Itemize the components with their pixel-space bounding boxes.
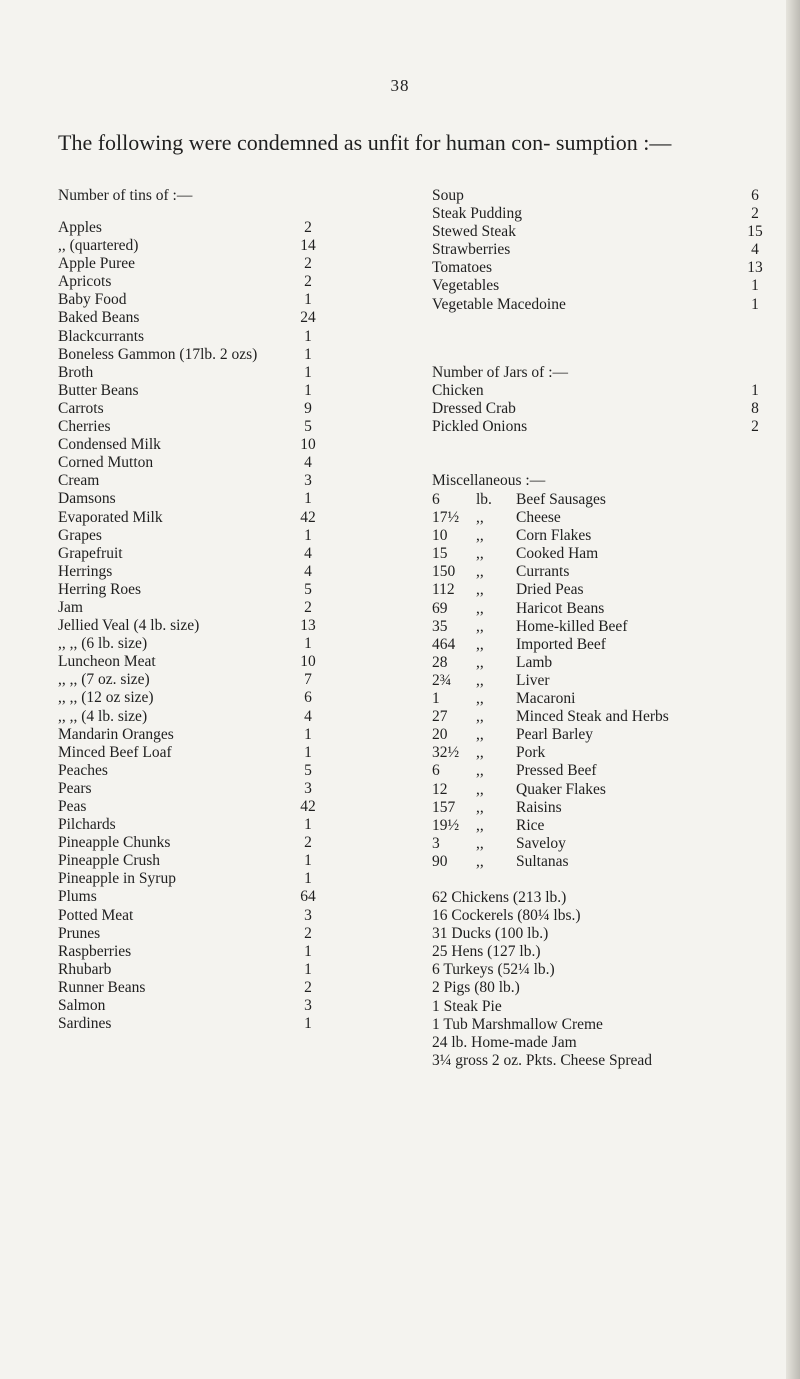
list-item	[58, 418, 408, 436]
item-count: 2	[304, 598, 312, 616]
item-quantity: 15	[432, 545, 448, 563]
item-count: 2	[751, 205, 759, 223]
list-item	[58, 780, 408, 798]
item-count: 5	[304, 418, 312, 436]
item-name: Vegetables	[432, 277, 500, 295]
item-name: Lamb	[516, 653, 553, 671]
page-number: 38	[390, 76, 410, 95]
item-name: Herring Roes	[58, 580, 142, 598]
item-name: ,, ,, (6 lb. size)	[58, 635, 148, 653]
item-name: Peaches	[58, 761, 108, 779]
item-name: Potted Meat	[58, 906, 134, 924]
list-item	[432, 636, 792, 654]
list-item	[432, 527, 792, 545]
item-text: 2 Pigs (80 lb.)	[432, 979, 520, 997]
item-name: Cheese	[516, 509, 561, 527]
item-name: Raisins	[516, 798, 562, 816]
list-item	[58, 653, 408, 671]
list-item	[432, 509, 792, 527]
item-quantity: 1	[432, 690, 440, 708]
list-item	[58, 925, 408, 943]
item-unit: ,,	[476, 726, 484, 744]
item-name: Pears	[58, 779, 92, 797]
item-text: 24 lb. Home-made Jam	[432, 1033, 577, 1051]
item-name: Grapes	[58, 526, 102, 544]
list-item	[432, 400, 762, 418]
item-name: Baked Beans	[58, 309, 140, 327]
list-item	[58, 726, 408, 744]
item-unit: ,,	[476, 762, 484, 780]
item-quantity: 150	[432, 563, 456, 581]
item-name: Jam	[58, 598, 83, 616]
item-name: Carrots	[58, 399, 104, 417]
item-count: 3	[304, 906, 312, 924]
list-item	[58, 834, 408, 852]
list-item	[58, 291, 408, 309]
list-item	[432, 205, 762, 223]
item-count: 4	[304, 544, 312, 562]
list-item	[58, 852, 408, 870]
item-name: Dressed Crab	[432, 400, 516, 418]
item-name: ,, ,, (4 lb. size)	[58, 707, 148, 725]
item-name: ,, (quartered)	[58, 237, 139, 255]
item-count: 1	[304, 870, 312, 888]
item-quantity: 2¾	[432, 671, 452, 689]
item-name: Condensed Milk	[58, 436, 161, 454]
item-count: 24	[300, 309, 316, 327]
item-quantity: 10	[432, 527, 448, 545]
misc-weight-list	[432, 491, 792, 871]
item-quantity: 27	[432, 708, 448, 726]
list-item	[432, 799, 792, 817]
item-count: 10	[300, 653, 316, 671]
item-name: Imported Beef	[516, 635, 606, 653]
list-item	[432, 600, 792, 618]
list-item	[58, 581, 408, 599]
item-name: Luncheon Meat	[58, 653, 156, 671]
item-name: Damsons	[58, 490, 116, 508]
list-item	[432, 726, 792, 744]
item-name: Minced Beef Loaf	[58, 743, 172, 761]
item-count: 2	[304, 273, 312, 291]
item-text: 1 Steak Pie	[432, 997, 502, 1015]
item-name: Rice	[516, 816, 545, 834]
list-item	[432, 744, 792, 762]
item-quantity: 35	[432, 617, 448, 635]
item-quantity: 6	[432, 762, 440, 780]
item-unit: ,,	[476, 545, 484, 563]
item-name: Boneless Gammon (17lb. 2 ozs)	[58, 345, 258, 363]
list-item	[58, 219, 408, 237]
item-count: 1	[304, 490, 312, 508]
item-count: 2	[304, 924, 312, 942]
list-item	[432, 943, 792, 961]
item-name: Salmon	[58, 997, 106, 1015]
item-name: Rhubarb	[58, 960, 112, 978]
list-item	[432, 491, 792, 509]
item-unit: ,,	[476, 509, 484, 527]
item-count: 1	[304, 1015, 312, 1033]
item-name: Pickled Onions	[432, 418, 528, 436]
item-quantity: 20	[432, 726, 448, 744]
list-item	[432, 690, 792, 708]
item-name: Sardines	[58, 1015, 112, 1033]
intro-paragraph: The following were condemned as unfit for human con- sumption :—	[58, 130, 672, 155]
item-name: Apple Puree	[58, 255, 136, 273]
item-name: Butter Beans	[58, 381, 139, 399]
item-name: Plums	[58, 888, 97, 906]
list-item	[432, 907, 792, 925]
item-count: 1	[304, 635, 312, 653]
item-count: 42	[300, 508, 316, 526]
item-name: Raspberries	[58, 942, 132, 960]
item-quantity: 19½	[432, 816, 460, 834]
list-item	[58, 527, 408, 545]
item-quantity: 32½	[432, 744, 460, 762]
item-count: 14	[300, 237, 316, 255]
list-item	[58, 943, 408, 961]
list-item	[58, 617, 408, 635]
list-item	[432, 961, 792, 979]
item-unit: ,,	[476, 599, 484, 617]
item-count: 3	[304, 779, 312, 797]
item-name: Quaker Flakes	[516, 780, 606, 798]
item-count: 1	[304, 942, 312, 960]
item-count: 13	[747, 259, 763, 277]
item-text: 16 Cockerels (80¼ lbs.)	[432, 907, 581, 925]
item-unit: ,,	[476, 852, 484, 870]
item-name: Jellied Veal (4 lb. size)	[58, 617, 200, 635]
item-count: 5	[304, 761, 312, 779]
list-item	[432, 187, 762, 205]
item-quantity: 3	[432, 834, 440, 852]
item-unit: ,,	[476, 527, 484, 545]
item-unit: ,,	[476, 653, 484, 671]
item-unit: ,,	[476, 834, 484, 852]
item-name: Chicken	[432, 382, 484, 399]
item-count: 10	[300, 436, 316, 454]
list-item	[58, 382, 408, 400]
tins-continued-list	[432, 187, 762, 314]
list-item	[58, 635, 408, 653]
item-name: Steak Pudding	[432, 205, 522, 223]
item-text: 31 Ducks (100 lb.)	[432, 925, 549, 943]
list-item	[58, 472, 408, 490]
item-name: Herrings	[58, 562, 113, 580]
item-name: Baby Food	[58, 291, 127, 309]
item-count: 1	[304, 381, 312, 399]
item-count: 64	[300, 888, 316, 906]
list-item	[58, 255, 408, 273]
item-count: 4	[304, 454, 312, 472]
item-name: ,, ,, (12 oz size)	[58, 689, 154, 707]
list-item	[432, 418, 762, 436]
list-item	[58, 671, 408, 689]
item-count: 2	[751, 418, 759, 436]
item-count: 1	[304, 743, 312, 761]
list-item	[432, 618, 792, 636]
item-count: 6	[304, 689, 312, 707]
list-item	[432, 241, 762, 259]
list-item	[432, 853, 792, 871]
list-item	[432, 1016, 792, 1034]
item-count: 2	[304, 834, 312, 852]
list-item	[432, 277, 762, 295]
item-text: 6 Turkeys (52¼ lb.)	[432, 961, 555, 979]
item-name: Haricot Beans	[516, 599, 605, 617]
item-name: Vegetable Macedoine	[432, 295, 566, 313]
list-item	[432, 223, 762, 241]
item-count: 1	[304, 327, 312, 345]
list-item	[432, 979, 792, 997]
list-item	[58, 490, 408, 508]
item-name: Currants	[516, 563, 570, 581]
item-text: 3¼ gross 2 oz. Pkts. Cheese Spread	[432, 1051, 652, 1069]
list-item	[58, 907, 408, 925]
item-name: Minced Steak and Herbs	[516, 708, 669, 726]
item-name: Broth	[58, 363, 94, 381]
item-count: 1	[304, 526, 312, 544]
list-item	[432, 762, 792, 780]
list-item	[432, 296, 762, 314]
list-item	[58, 870, 408, 888]
list-item	[58, 997, 408, 1015]
item-name: Corn Flakes	[516, 527, 592, 545]
item-name: Blackcurrants	[58, 327, 145, 345]
item-name: Corned Mutton	[58, 454, 154, 472]
item-count: 15	[747, 223, 763, 241]
item-count: 1	[751, 295, 759, 313]
item-name: Liver	[516, 671, 550, 689]
item-name: Evaporated Milk	[58, 508, 163, 526]
item-name: Sultanas	[516, 852, 569, 870]
item-quantity: 90	[432, 852, 448, 870]
jars-list	[432, 382, 762, 436]
item-unit: ,,	[476, 635, 484, 653]
item-count: 1	[304, 363, 312, 381]
item-count: 7	[304, 671, 312, 689]
item-quantity: 6	[432, 491, 440, 508]
item-name: Beef Sausages	[516, 491, 606, 508]
list-item	[58, 599, 408, 617]
item-unit: ,,	[476, 708, 484, 726]
item-count: 5	[304, 580, 312, 598]
list-item	[432, 781, 792, 799]
item-name: Tomatoes	[432, 259, 493, 277]
item-count: 2	[304, 255, 312, 273]
item-count: 1	[304, 852, 312, 870]
item-text: 1 Tub Marshmallow Creme	[432, 1015, 603, 1033]
item-name: Pearl Barley	[516, 726, 594, 744]
list-item	[58, 328, 408, 346]
list-item	[58, 798, 408, 816]
tins-list	[58, 219, 408, 1033]
list-item	[432, 708, 792, 726]
list-item	[432, 382, 762, 400]
item-count: 8	[751, 400, 759, 418]
misc-heading: Miscellaneous :—	[432, 472, 546, 489]
jars-heading: Number of Jars of :—	[432, 364, 569, 381]
item-count: 6	[751, 187, 759, 204]
list-item	[58, 762, 408, 780]
item-unit: ,,	[476, 744, 484, 762]
item-name: Pilchards	[58, 816, 116, 834]
item-name: Cooked Ham	[516, 545, 599, 563]
item-unit: ,,	[476, 780, 484, 798]
list-item	[58, 816, 408, 834]
list-item	[58, 961, 408, 979]
item-quantity: 17½	[432, 509, 460, 527]
list-item	[58, 309, 408, 327]
list-item	[58, 689, 408, 707]
list-item	[58, 400, 408, 418]
item-unit: ,,	[476, 816, 484, 834]
item-count: 2	[304, 219, 312, 236]
item-text: 62 Chickens (213 lb.)	[432, 889, 567, 906]
list-item	[432, 259, 762, 277]
item-text: 25 Hens (127 lb.)	[432, 943, 541, 961]
list-item	[58, 436, 408, 454]
list-item	[432, 1034, 792, 1052]
item-name: Soup	[432, 187, 464, 204]
list-item	[432, 545, 792, 563]
item-count: 42	[300, 798, 316, 815]
item-name: Pork	[516, 744, 546, 762]
item-name: Peas	[58, 798, 87, 815]
item-name: Macaroni	[516, 690, 576, 708]
list-item	[432, 817, 792, 835]
item-quantity: 69	[432, 599, 448, 617]
item-name: Apples	[58, 219, 102, 236]
item-quantity: 112	[432, 581, 455, 599]
misc-items-list	[432, 889, 792, 1070]
item-name: Apricots	[58, 273, 112, 291]
item-name: Cream	[58, 472, 100, 490]
list-item	[58, 346, 408, 364]
tins-heading: Number of tins of :—	[58, 187, 193, 204]
item-name: Stewed Steak	[432, 223, 516, 241]
list-item	[432, 998, 792, 1016]
item-count: 1	[304, 291, 312, 309]
list-item	[58, 364, 408, 382]
item-quantity: 157	[432, 798, 456, 816]
item-quantity: 464	[432, 635, 456, 653]
item-count: 4	[751, 241, 759, 259]
list-item	[58, 545, 408, 563]
list-item	[58, 273, 408, 291]
list-item	[432, 672, 792, 690]
item-unit: ,,	[476, 798, 484, 816]
item-name: Pineapple Crush	[58, 852, 161, 870]
list-item	[432, 889, 792, 907]
list-item	[432, 654, 792, 672]
item-quantity: 28	[432, 653, 448, 671]
list-item	[432, 925, 792, 943]
item-name: Cherries	[58, 418, 111, 436]
list-item	[58, 744, 408, 762]
item-count: 1	[751, 277, 759, 295]
item-unit: ,,	[476, 690, 484, 708]
item-count: 4	[304, 707, 312, 725]
item-name: Pineapple in Syrup	[58, 870, 176, 888]
list-item	[58, 1015, 408, 1033]
list-item	[58, 563, 408, 581]
item-count: 1	[304, 816, 312, 834]
item-count: 1	[304, 345, 312, 363]
list-item	[58, 237, 408, 255]
list-item	[58, 509, 408, 527]
item-unit: ,,	[476, 563, 484, 581]
list-item	[432, 563, 792, 581]
item-count: 4	[304, 562, 312, 580]
item-name: Strawberries	[432, 241, 511, 259]
item-name: ,, ,, (7 oz. size)	[58, 671, 150, 689]
item-count: 13	[300, 617, 316, 635]
list-item	[432, 581, 792, 599]
item-quantity: 12	[432, 780, 448, 798]
item-count: 3	[304, 997, 312, 1015]
list-item	[432, 1052, 792, 1070]
item-count: 9	[304, 399, 312, 417]
list-item	[58, 979, 408, 997]
item-count: 1	[304, 725, 312, 743]
list-item	[432, 835, 792, 853]
item-name: Mandarin Oranges	[58, 725, 174, 743]
item-unit: ,,	[476, 581, 484, 599]
item-name: Runner Beans	[58, 978, 146, 996]
list-item	[58, 454, 408, 472]
item-count: 1	[304, 960, 312, 978]
item-name: Dried Peas	[516, 581, 584, 599]
item-unit: lb.	[476, 491, 492, 508]
item-count: 2	[304, 978, 312, 996]
item-name: Pineapple Chunks	[58, 834, 171, 852]
item-name: Grapefruit	[58, 544, 123, 562]
list-item	[58, 888, 408, 906]
item-count: 3	[304, 472, 312, 490]
item-unit: ,,	[476, 671, 484, 689]
item-count: 1	[751, 382, 759, 399]
item-name: Pressed Beef	[516, 762, 597, 780]
list-item	[58, 708, 408, 726]
item-name: Saveloy	[516, 834, 566, 852]
item-name: Prunes	[58, 924, 101, 942]
item-name: Home-killed Beef	[516, 617, 628, 635]
item-unit: ,,	[476, 617, 484, 635]
